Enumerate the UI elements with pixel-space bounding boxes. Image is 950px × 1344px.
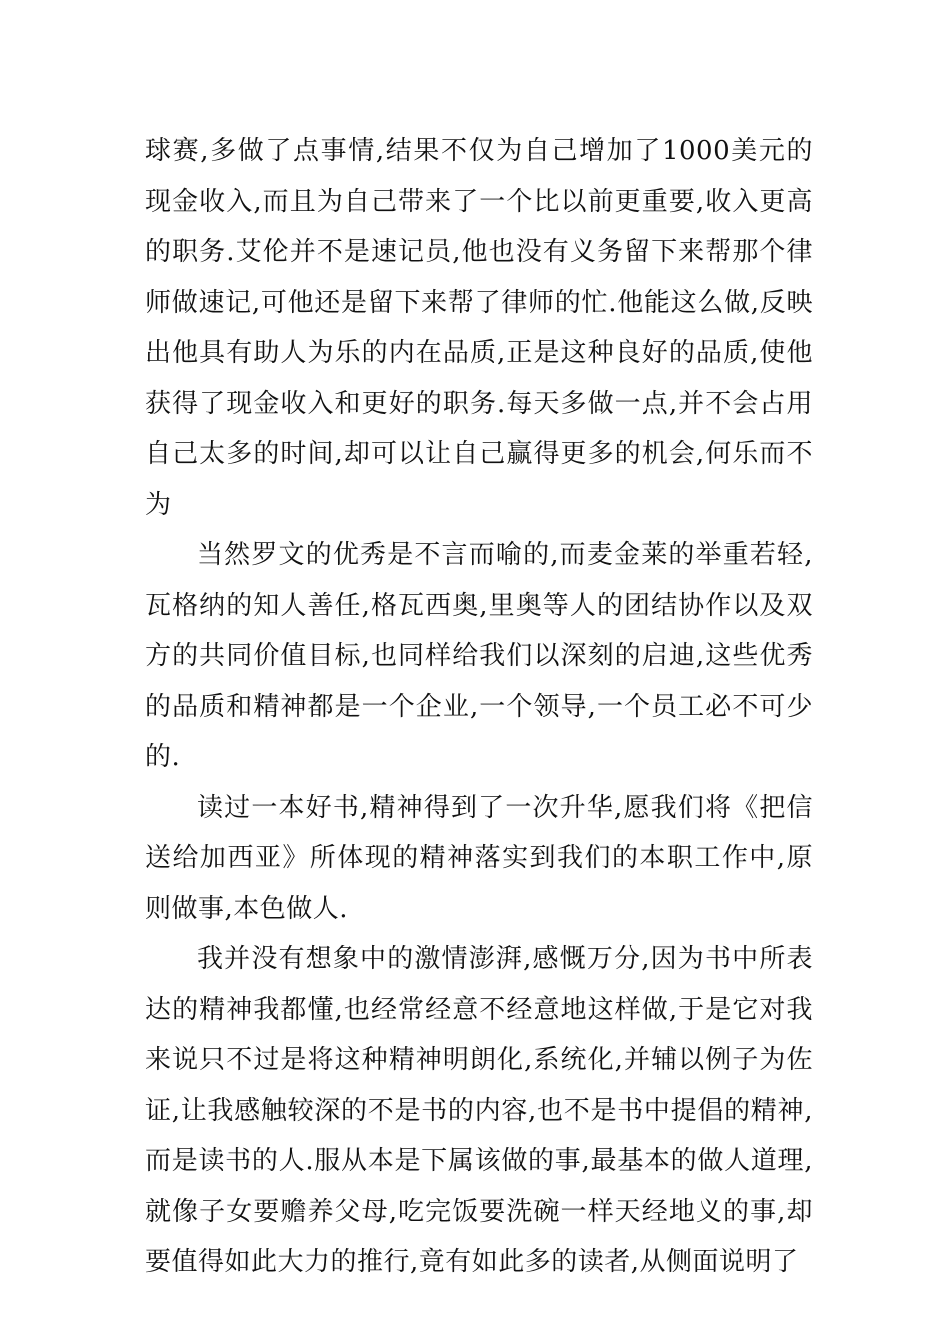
paragraph-3: 读过一本好书,精神得到了一次升华,愿我们将《把信送给加西亚》所体现的精神落实到我们的本职工作中,原则做事,本色做人. <box>145 792 813 924</box>
paragraph-1: 球赛,多做了点事情,结果不仅为自己增加了1000美元的现金收入,而且为自己带来了一个比以前更重要,收入更高的职务.艾伦并不是速记员,他也没有义务留下来帮那个律师做速记,可他还是留下来帮了律师的忙.他能这么做,反映出他具有助人为乐的内在品质,正是这种良好的品质,使他获得了现金收入和更好的职务.每天多做一点,并不会占用自己太多的时间,却可以让自己赢得更多的机会,何乐而不为 <box>145 136 813 520</box>
document-body <box>145 126 813 1288</box>
paragraph-2: 当然罗文的优秀是不言而喻的,而麦金莱的举重若轻,瓦格纳的知人善任,格瓦西奥,里奥等人的团结协作以及双方的共同价值目标,也同样给我们以深刻的启迪,这些优秀的品质和精神都是一个企业,一个领导,一个员工必不可少的. <box>145 540 813 772</box>
paragraph-4: 我并没有想象中的激情澎湃,感慨万分,因为书中所表达的精神我都懂,也经常经意不经意地这样做,于是它对我来说只不过是将这种精神明朗化,系统化,并辅以例子为佐证,让我感触较深的不是书的内容,也不是书中提倡的精神,而是读书的人.服从本是下属该做的事,最基本的做人道理,就像子女要赡养父母,吃完饭要洗碗一样天经地义的事,却要值得如此大力的推行,竟有如此多的读者,从侧面说明了 <box>145 944 813 1277</box>
